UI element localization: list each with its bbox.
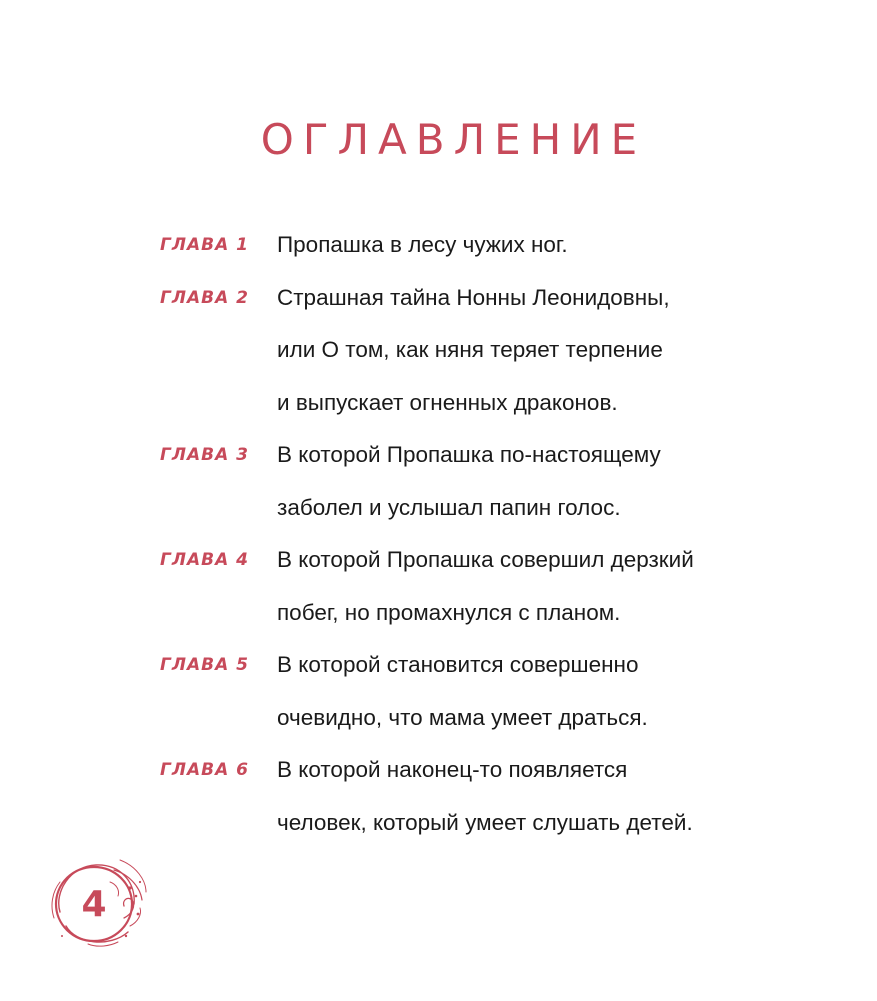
- chapter-title-line: и выпускает огненных драконов.: [277, 389, 618, 415]
- chapter-title: [277, 429, 877, 534]
- page-title: ОГЛАВЛЕНИЕ: [260, 115, 647, 164]
- chapter-label: ГЛАВА 4: [160, 550, 249, 570]
- chapter-label: ГЛАВА 2: [160, 287, 249, 308]
- chapter-title-line: Пропашка в лесу чужих ног.: [277, 232, 568, 257]
- chapter-title: [277, 272, 877, 430]
- chapter-title-line: заболел и услышал папин голос.: [277, 494, 621, 520]
- chapter-title-line: Страшная тайна Нонны Леонидовны,: [277, 284, 670, 310]
- toc-entry-chapter-2: [0, 272, 877, 430]
- chapter-title-line: В которой Пропашка совершил дерзкий: [277, 547, 694, 572]
- chapter-label: ГЛАВА 6: [160, 760, 249, 780]
- chapter-label: ГЛАВА 3: [160, 445, 249, 465]
- chapter-title-line: побег, но промахнулся с планом.: [277, 599, 621, 625]
- chapter-title: [277, 639, 877, 744]
- page-number: 4: [81, 884, 107, 925]
- chapter-title: [277, 744, 877, 849]
- chapter-title-line: очевидно, что мама умеет драться.: [277, 704, 648, 730]
- chapter-title-line: В которой Пропашка по-настоящему: [277, 442, 661, 467]
- toc-entry-chapter-5: [0, 639, 877, 744]
- table-of-contents: [0, 219, 877, 849]
- chapter-title-line: человек, который умеет слушать детей.: [277, 809, 693, 835]
- chapter-label: ГЛАВА 5: [160, 655, 249, 675]
- chapter-title-line: или О том, как няня теряет терпение: [277, 337, 663, 362]
- toc-entry-chapter-6: [0, 744, 877, 849]
- chapter-title-line: В которой наконец-то появляется: [277, 757, 628, 782]
- toc-entry-chapter-4: [0, 534, 877, 639]
- toc-entry-chapter-3: [0, 429, 877, 534]
- chapter-label: ГЛАВА 1: [160, 235, 249, 255]
- chapter-title: [277, 534, 877, 639]
- chapter-title-line: В которой становится совершенно: [277, 652, 639, 677]
- chapter-title: [277, 219, 877, 272]
- toc-entry-chapter-1: [0, 219, 877, 272]
